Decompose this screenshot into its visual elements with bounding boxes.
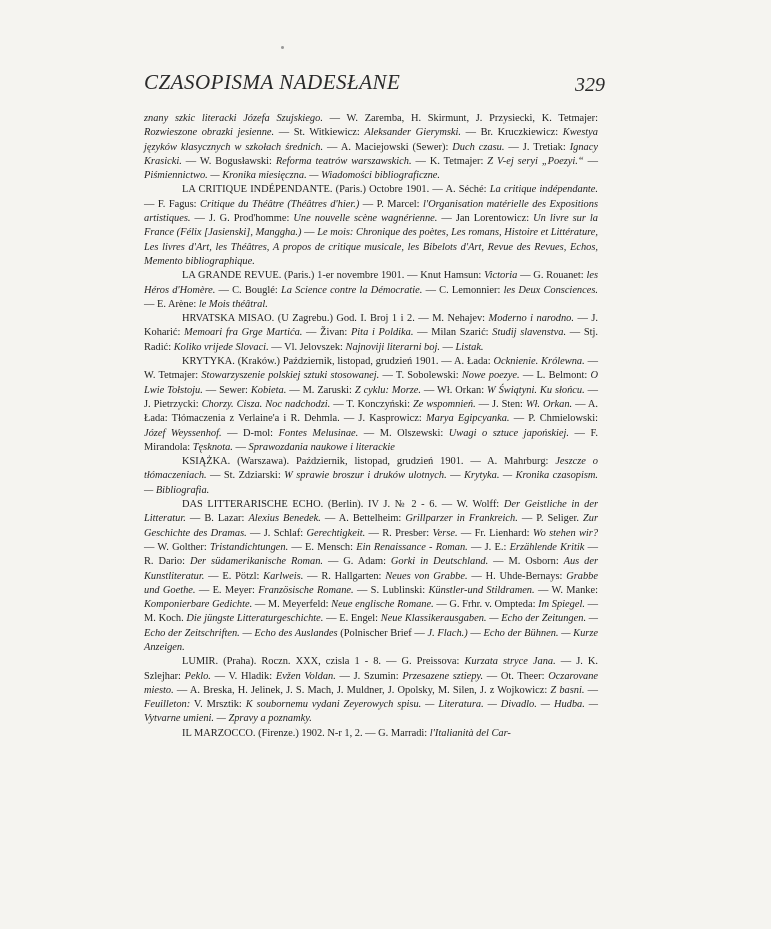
text-run: — H. Uhde-Bernays:	[467, 570, 567, 582]
italic-title-run: Listak.	[455, 341, 484, 353]
text-run: DAS LITTERARISCHE ECHO. (Berlin). IV J. № 2 - 6. — W. Wolff:	[182, 499, 504, 511]
italic-title-run: Z basni.	[550, 684, 585, 696]
page-header	[144, 70, 605, 100]
italic-title-run: Krytyka. — Kronika czasopism. — Bibliografia.	[144, 470, 598, 496]
text-run: — R. Dario:	[144, 541, 598, 568]
entry-0	[144, 112, 598, 183]
italic-title-run: Französische Romane.	[258, 584, 354, 596]
text-run: — P. Chmielowski:	[509, 413, 598, 425]
italic-title-run: Marya Egipcyanka.	[425, 413, 510, 425]
text-run: — J. Sten:	[475, 398, 526, 410]
italic-title-run: Aleksander Gierymski.	[364, 127, 461, 139]
italic-title-run: Verse.	[432, 527, 458, 539]
text-run: — Vl. Jelovszek:	[268, 341, 346, 353]
italic-title-run: Neue Klassikerausgaben. — Echo der Zeitungen. — Echo der Zeitschriften. — Echo des Auslandes	[144, 613, 599, 639]
text-run: — Wł. Orkan:	[421, 384, 488, 396]
italic-title-run: Kurzata stryce Jana.	[464, 656, 556, 668]
text-run: — Sewer:	[202, 384, 251, 396]
italic-title-run: Koliko vrijede Slovaci.	[173, 341, 269, 353]
text-run: — W. Golther:	[144, 541, 210, 553]
text-run: —	[301, 227, 318, 239]
entry-2	[144, 269, 598, 312]
text-run: — F. Fagus:	[144, 198, 201, 210]
italic-title-run: Memoari fra Grge Martića.	[184, 327, 303, 339]
text-run: — E. Pötzl:	[204, 570, 264, 582]
italic-title-run: Feuilleton:	[144, 699, 191, 711]
text-run: — P. Seliger.	[517, 513, 583, 525]
italic-title-run: Tristandichtungen.	[209, 541, 289, 553]
italic-title-run: les Deux Consciences.	[503, 284, 598, 296]
italic-title-run: Künstler-und Stildramen.	[428, 584, 535, 596]
italic-title-run: le Mois théâtral.	[198, 298, 268, 310]
italic-title-run: Gorki in Deutschland.	[390, 556, 489, 568]
text-run: (Polnischer Brief —	[337, 627, 428, 639]
italic-title-run: Moderno i narodno.	[488, 313, 574, 325]
italic-title-run: Wł. Orkan.	[525, 398, 573, 410]
italic-title-run: Ze wspomnień.	[412, 398, 476, 410]
italic-title-run: Z cyklu: Morze.	[354, 384, 422, 396]
text-run: — J. Pietrzycki:	[144, 384, 598, 410]
italic-title-run: Karlweis.	[263, 570, 304, 582]
text-run: — G. Frhr. v. Ompteda:	[433, 599, 539, 611]
text-run: — Milan Szarić:	[413, 327, 493, 339]
italic-title-run: Ocknienie. Królewna.	[493, 356, 585, 368]
text-run: — J. G. Prod'homme:	[190, 213, 294, 225]
text-run: — W. Zaremba, H. Skirmunt, J. Przysiecki, K. Tetmajer:	[322, 113, 598, 124]
italic-title-run: Neues von Grabbe.	[385, 570, 468, 582]
running-title: CZASOPISMA NADESŁANE	[144, 70, 401, 94]
italic-title-run: l'Italianità del Car-	[429, 727, 511, 739]
italic-title-run: Peklo.	[184, 670, 211, 682]
italic-title-run: Pita i Poldika.	[350, 327, 414, 339]
italic-title-run: Alexius Benedek.	[248, 513, 321, 525]
text-run: — Ot. Theer:	[483, 670, 549, 682]
text-run: — M. Koch.	[144, 599, 598, 625]
text-run: — Stj. Radić:	[144, 327, 598, 353]
text-run: — G. Rouanet:	[517, 270, 587, 282]
italic-title-run: Ignacy Krasicki.	[144, 141, 598, 167]
italic-title-run: Najnoviji literarni boj.	[345, 341, 440, 353]
italic-title-run: Komponierbare Gedichte.	[144, 599, 253, 611]
entry-7	[144, 655, 598, 726]
italic-title-run: Kobieta.	[250, 384, 287, 396]
text-run: — J. K. Szlejhar:	[144, 656, 598, 682]
text-run: — L. Belmont:	[519, 370, 591, 382]
text-run: — J. E.:	[467, 541, 510, 553]
italic-title-run: Fontes Melusinae.	[278, 427, 359, 439]
text-run: — M. Zaruski:	[286, 384, 355, 396]
text-run: — C. Bouglé:	[215, 284, 281, 296]
italic-title-run: Neue englische Romane.	[331, 599, 434, 611]
italic-title-run: Echo der Bühnen. — Kurze Anzeigen.	[144, 627, 598, 653]
italic-title-run: Sprawozdania naukowe i literackie	[248, 441, 395, 453]
text-run: — D-mol:	[221, 427, 279, 439]
italic-title-run: K soubornemu vydani Zeyerowych spisu. — Literatura. — Divadlo. — Hudba. — Vytvarne umieni. — Zpravy a poznamky.	[144, 699, 598, 725]
text-run: — T. Sobolewski:	[379, 370, 462, 382]
italic-title-run: Zur Geschichte des Dramas.	[144, 513, 599, 539]
italic-title-run: Le mois: Chronique des poètes, Les romans, Histoire et Littérature, Les livres d'Art, les Théâtres, A propos de critique musicale, les Bibelots d'Art, Revue des Revues, Echos, Memento bibliographique.	[144, 227, 599, 267]
italic-title-run: J. Flach.)	[427, 627, 468, 639]
text-run: —	[467, 627, 484, 639]
entry-5	[144, 455, 598, 498]
italic-title-run: Uwagi o sztuce japońskiej.	[448, 427, 569, 439]
italic-title-run: Wo stehen wir?	[532, 527, 599, 539]
italic-title-run: Critique du Théâtre (Théâtres d'hier.)	[200, 198, 360, 210]
italic-title-run: Jeszcze o tłómaczeniach.	[144, 456, 598, 482]
text-run: — V. Hladik:	[210, 670, 276, 682]
italic-title-run: La critique indépendante.	[489, 184, 598, 196]
italic-title-run: Reforma teatrów warszawskich.	[275, 155, 412, 167]
italic-title-run: W Świątyni. Ku słońcu.	[487, 384, 585, 396]
italic-title-run: Der südamerikanische Roman.	[189, 556, 324, 568]
text-run: — St. Witkiewicz:	[274, 127, 365, 139]
text-run: — A. Breska, H. Jelinek, J. S. Mach, J. Muldner, J. Opolsky, M. Silen, J. z Wojkowicz:	[173, 684, 551, 696]
text-run: — A. Maciejowski (Sewer):	[323, 141, 453, 153]
italic-title-run: Un livre sur la France (Félix [Jasienski], Manggha.)	[144, 213, 598, 239]
decorative-dot	[281, 46, 284, 49]
italic-title-run: Die jüngste Litteraturgeschichte.	[186, 613, 324, 625]
text-run: — St. Zdziarski:	[206, 470, 285, 482]
body-text	[144, 112, 598, 741]
text-run: — J. Koharić:	[144, 313, 599, 339]
italic-title-run: Nowe poezye.	[461, 370, 520, 382]
italic-title-run: Ein Renaissance - Roman.	[356, 541, 468, 553]
italic-title-run: Stowarzyszenie polskiej sztuki stosowanej.	[201, 370, 380, 382]
italic-title-run: Evžen Voldan.	[275, 670, 336, 682]
italic-title-run: Tęsknota.	[192, 441, 233, 453]
italic-title-run: Victoria	[484, 270, 518, 282]
text-run: LA GRANDE REVUE. (Paris.) 1-er novembre 1901. — Knut Hamsun:	[182, 270, 485, 282]
italic-title-run: znany szkic literacki Józefa Szujskiego.	[144, 113, 323, 124]
text-run: — Br. Kruczkiewicz:	[461, 127, 563, 139]
text-run: — T. Konczyński:	[330, 398, 413, 410]
text-run: — R. Presber:	[365, 527, 433, 539]
text-run: — P. Marcel:	[359, 198, 424, 210]
text-run: —	[584, 684, 598, 696]
text-run: — W. Manke:	[534, 584, 598, 596]
entry-1	[144, 183, 598, 269]
text-run: KRYTYKA. (Kraków.) Październik, listopad, grudzień 1901. — A. Łada:	[182, 356, 494, 368]
text-run: — M. Osborn:	[488, 556, 564, 568]
italic-title-run: Grillparzer in Frankreich.	[405, 513, 518, 525]
italic-title-run: Gerechtigkeit.	[306, 527, 366, 539]
italic-title-run: La Science contre la Démocratie.	[280, 284, 423, 296]
italic-title-run: Studij slavenstva.	[492, 327, 567, 339]
italic-title-run: Duch czasu.	[452, 141, 505, 153]
text-run: — W. Tetmajer:	[144, 356, 598, 382]
italic-title-run: O Lwie Tołstoju.	[144, 370, 598, 396]
text-run: — M. Meyerfeld:	[252, 599, 332, 611]
italic-title-run: Piśmiennictwo. — Kronika miesięczna. — Wiadomości bibliograficzne.	[144, 170, 441, 182]
text-run: — E. Mensch:	[288, 541, 357, 553]
text-run: — Živan:	[302, 327, 351, 339]
entry-8	[144, 727, 598, 741]
italic-title-run: Aus der Kunstliteratur.	[144, 556, 599, 582]
entry-4	[144, 355, 598, 455]
text-run: — C. Lemonnier:	[422, 284, 504, 296]
entry-6	[144, 498, 598, 655]
italic-title-run: Kwestya języków klasycznych w szkołach średnich.	[144, 127, 598, 153]
italic-title-run: Oczarovane miesto.	[144, 670, 599, 696]
text-run: — E. Engel:	[323, 613, 381, 625]
italic-title-run: les Héros d'Homère.	[144, 270, 598, 296]
text-run: LUMIR. (Praha). Roczn. XXX, czisla 1 - 8. — G. Preissova:	[182, 656, 465, 668]
text-run: V. Mrsztik:	[190, 699, 246, 711]
italic-title-run: W sprawie broszur i druków ulotnych.	[284, 470, 447, 482]
text-run: — S. Lublinski:	[353, 584, 429, 596]
text-run: — G. Adam:	[323, 556, 391, 568]
italic-title-run: Une nouvelle scène wagnérienne.	[293, 213, 438, 225]
text-run: —	[439, 341, 456, 353]
italic-title-run: Im Spiegel.	[538, 599, 585, 611]
italic-title-run: l'Organisation matérielle des Expositions artistiques.	[144, 198, 598, 225]
italic-title-run: Chorzy. Cisza. Noc nadchodzi.	[201, 398, 331, 410]
text-run: —	[446, 470, 464, 482]
entry-3	[144, 312, 598, 355]
text-run: — W. Bogusławski:	[181, 155, 276, 167]
italic-title-run: Józef Weyssenhof.	[144, 427, 222, 439]
text-run: — E. Meyer:	[195, 584, 259, 596]
text-run: — R. Hallgarten:	[303, 570, 386, 582]
italic-title-run: Rozwieszone obrazki jesienne.	[144, 127, 275, 139]
text-run: — M. Olszewski:	[358, 427, 449, 439]
text-run: LA CRITIQUE INDÉPENDANTE. (Paris.) Octobre 1901. — A. Séché:	[182, 184, 490, 196]
italic-title-run: Grabbe und Goethe.	[144, 570, 598, 596]
page-number: 329	[575, 74, 605, 96]
text-run: — Jan Lorentowicz:	[437, 213, 534, 225]
text-run: —	[232, 441, 249, 453]
text-run: — A. Łada: Tłómaczenia z Verlaine'a i R. Dehmla. — J. Kasprowicz:	[144, 398, 598, 425]
text-run: — F. Mirandola:	[144, 427, 598, 453]
text-run: — E. Arène:	[144, 298, 199, 310]
text-run: — K. Tetmajer:	[411, 155, 488, 167]
italic-title-run: Erzählende Kritik	[509, 541, 585, 553]
text-run: KSIĄŻKA. (Warszawa). Październik, listopad, grudzień 1901. — A. Mahrburg:	[182, 456, 556, 468]
italic-title-run: Z V-ej seryi „Poezyi.“	[487, 155, 584, 167]
text-run: — Fr. Lienhard:	[457, 527, 533, 539]
text-run: HRVATSKA MISAO. (U Zagrebu.) God. I. Broj 1 i 2. — M. Nehajev:	[182, 313, 489, 325]
text-run: — J. Tretiak:	[504, 141, 570, 153]
italic-title-run: Przesazene sztiepy.	[402, 670, 484, 682]
text-run: — A. Bettelheim:	[320, 513, 406, 525]
text-run: — B. Lazar:	[185, 513, 249, 525]
italic-title-run: Der Geistliche in der Litteratur.	[144, 499, 598, 525]
text-run: IL MARZOCCO. (Firenze.) 1902. N-r 1, 2. — G. Marradi:	[182, 727, 430, 739]
text-run: —	[583, 155, 599, 167]
text-run: — J. Szumin:	[335, 670, 403, 682]
text-run: — J. Schlaf:	[246, 527, 307, 539]
